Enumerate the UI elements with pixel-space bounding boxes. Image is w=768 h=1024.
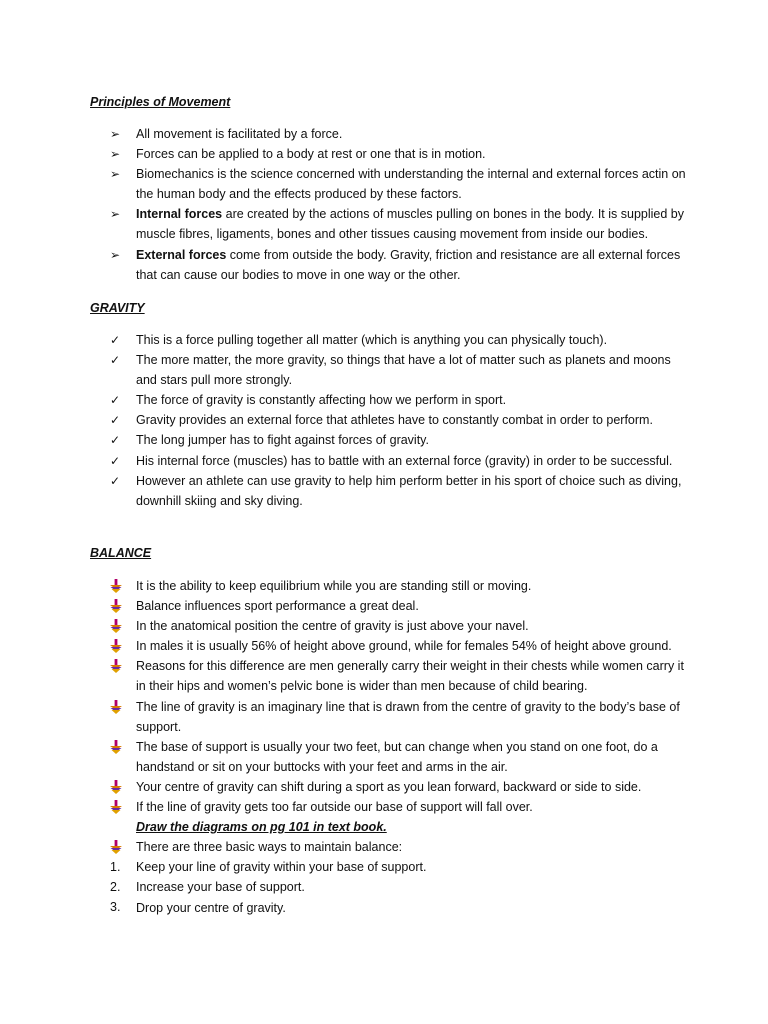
list-item: Your centre of gravity can shift during a sport as you lean forward, backward or side to side. xyxy=(110,777,690,797)
colored-arrow-bullet-icon xyxy=(110,656,130,676)
list-item: The base of support is usually your two feet, but can change when you stand on one foot, do a handstand or sit on your buttocks with your feet and arms in the air. xyxy=(110,737,690,777)
numbered-item: 3. Drop your centre of gravity. xyxy=(110,898,690,918)
list-item: ✓ This is a force pulling together all matter (which is anything you can physically touch). xyxy=(110,330,690,350)
list-item: ✓ His internal force (muscles) has to battle with an external force (gravity) in order to be successful. xyxy=(110,451,690,471)
arrow-bullet-icon: ➢ xyxy=(110,126,121,141)
list-item: ➢ Internal forces are created by the actions of muscles pulling on bones in the body. It is supplied by muscle fibres, ligaments, bones and other tissues causing movement from inside our bodies. xyxy=(110,204,690,244)
list-item: Balance influences sport performance a great deal. xyxy=(110,596,690,616)
check-bullet-icon: ✓ xyxy=(110,473,121,488)
list-item: ✓ The more matter, the more gravity, so things that have a lot of matter such as planets and moons and stars pull more strongly. xyxy=(110,350,690,390)
arrow-bullet-icon: ➢ xyxy=(110,147,121,162)
heading-principles-of-movement: Principles of Movement xyxy=(90,95,231,109)
arrow-bullet-icon: ➢ xyxy=(110,167,121,182)
colored-arrow-bullet-icon xyxy=(110,837,130,857)
list-item: ✓ However an athlete can use gravity to help him perform better in his sport of choice such as diving, downhill skiing and sky diving. xyxy=(110,471,690,511)
check-bullet-icon: ✓ xyxy=(110,393,121,408)
arrow-bullet-icon: ➢ xyxy=(110,207,121,222)
list-item: There are three basic ways to maintain balance: xyxy=(110,837,690,857)
list-item: The line of gravity is an imaginary line that is drawn from the centre of gravity to the body’s base of support. xyxy=(110,697,690,737)
list-item: Reasons for this difference are men generally carry their weight in their chests while women carry it in their hips and women’s pelvic bone is wider than men because of child bearing. xyxy=(110,656,690,696)
list-item: ➢ All movement is facilitated by a force. xyxy=(110,124,690,144)
heading-balance: BALANCE xyxy=(90,546,152,560)
colored-arrow-bullet-icon xyxy=(110,596,130,616)
check-bullet-icon: ✓ xyxy=(110,353,121,368)
list-item: ➢ External forces come from outside the body. Gravity, friction and resistance are all external forces that can cause our bodies to move in one way or the other. xyxy=(110,245,690,285)
colored-arrow-bullet-icon xyxy=(110,636,130,656)
list-item: If the line of gravity gets too far outside our base of support will fall over. xyxy=(110,797,690,817)
check-bullet-icon: ✓ xyxy=(110,433,121,448)
list-item: In the anatomical position the centre of gravity is just above your navel. xyxy=(110,616,690,636)
gravity-list xyxy=(110,330,690,511)
list-number: 1. xyxy=(110,860,121,875)
colored-arrow-bullet-icon xyxy=(110,797,130,817)
check-bullet-icon: ✓ xyxy=(110,413,121,428)
list-item: ➢ Biomechanics is the science concerned with understanding the internal and external forces actin on the human body and the effects produced by these factors. xyxy=(110,164,690,204)
list-number: 2. xyxy=(110,880,121,895)
movement-list xyxy=(110,124,690,285)
list-number: 3. xyxy=(110,900,121,915)
colored-arrow-bullet-icon xyxy=(110,777,130,797)
colored-arrow-bullet-icon xyxy=(110,616,130,636)
check-bullet-icon: ✓ xyxy=(110,332,121,347)
list-item: ✓ The long jumper has to fight against forces of gravity. xyxy=(110,430,690,450)
list-item: It is the ability to keep equilibrium while you are standing still or moving. xyxy=(110,576,690,596)
balance-list xyxy=(110,576,690,918)
list-item: ✓ Gravity provides an external force that athletes have to constantly combat in order to perform. xyxy=(110,410,690,430)
numbered-item: 2. Increase your base of support. xyxy=(110,877,690,897)
list-item: In males it is usually 56% of height above ground, while for females 54% of height above ground. xyxy=(110,636,690,656)
arrow-bullet-icon: ➢ xyxy=(110,247,121,262)
numbered-item: 1. Keep your line of gravity within your base of support. xyxy=(110,857,690,877)
heading-gravity: GRAVITY xyxy=(90,301,145,315)
colored-arrow-bullet-icon xyxy=(110,697,130,717)
list-item: ➢ Forces can be applied to a body at rest or one that is in motion. xyxy=(110,144,690,164)
diagram-instruction: Draw the diagrams on pg 101 in text book. xyxy=(136,820,387,835)
colored-arrow-bullet-icon xyxy=(110,576,130,596)
list-item: ✓ The force of gravity is constantly affecting how we perform in sport. xyxy=(110,390,690,410)
colored-arrow-bullet-icon xyxy=(110,737,130,757)
check-bullet-icon: ✓ xyxy=(110,453,121,468)
